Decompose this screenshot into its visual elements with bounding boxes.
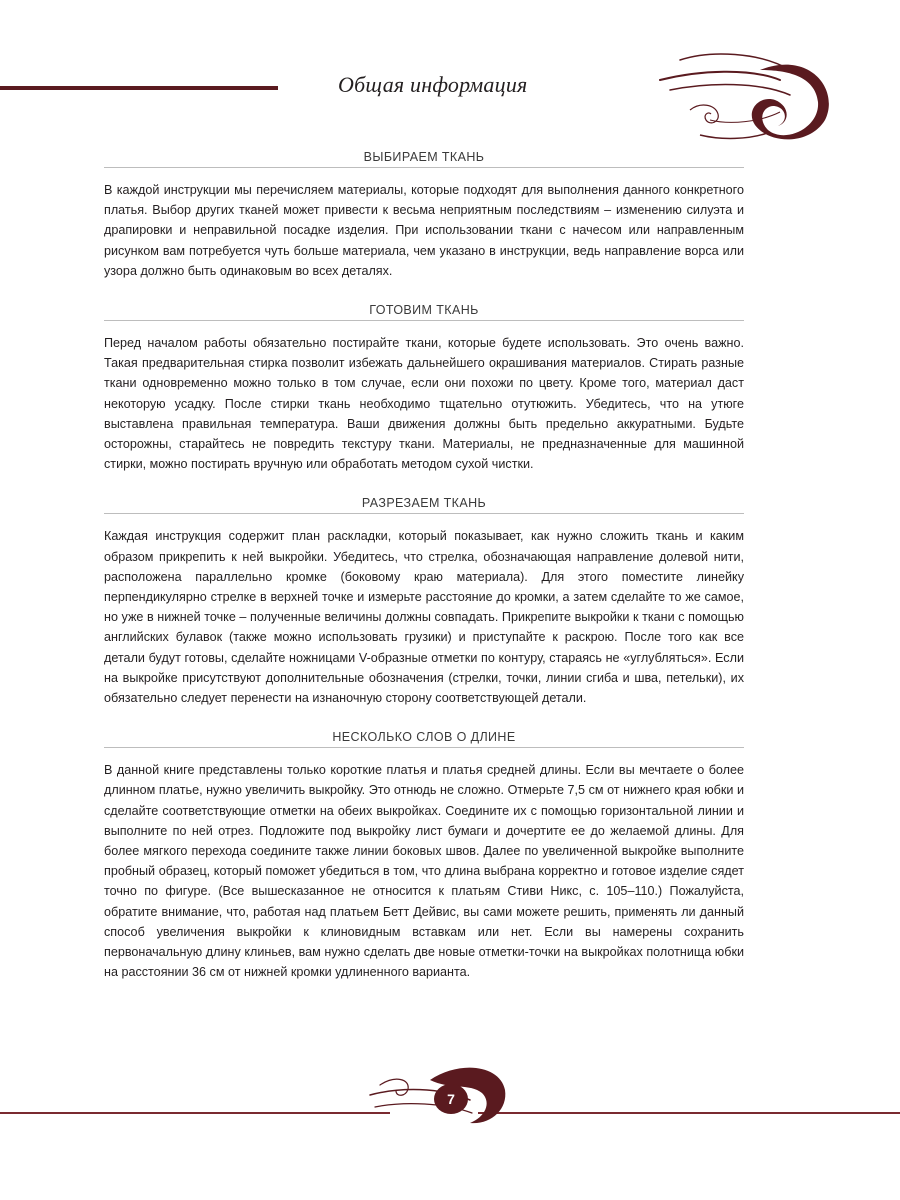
section-title: ГОТОВИМ ТКАНЬ: [104, 303, 744, 321]
header-swirl-ornament-icon: [640, 40, 840, 150]
section-title: РАЗРЕЗАЕМ ТКАНЬ: [104, 496, 744, 514]
footer-rule-right: [478, 1112, 900, 1114]
footer-rule-left: [0, 1112, 390, 1114]
section-cutting-fabric: [104, 496, 744, 708]
section-body: Каждая инструкция содержит план раскладки, который показывает, как нужно сложить ткань и каким образом прикрепить к ней выкройки. Убедитесь, что стрелка, обозначающая направление долевой нити, расположена параллельно кромке (боковому краю материала). Для этого поместите линейку перпендикулярно стрелке в верхней точке и измерьте расстояние до кромки, а затем сделайте то же самое, но уже в нижней точке – полученные величины должны совпадать. Прикрепите выкройки к ткани с помощью английских булавок (также можно использовать грузики) и приступайте к раскрою. После того как все детали будут готовы, сделайте ножницами V-образные отметки по контуру, стараясь не «углубляться». Если на выкройке присутствуют дополнительные обозначения (стрелки, точки, линии сгиба и шва, петельки), их обязательно следует перенести на изнаночную сторону соответствующей детали.: [104, 529, 744, 706]
header-rule: [0, 86, 278, 90]
section-about-length: [104, 730, 744, 982]
section-title: ВЫБИРАЕМ ТКАНЬ: [104, 150, 744, 168]
page-header-title: Общая информация: [338, 72, 528, 97]
section-preparing-fabric: [104, 303, 744, 474]
main-content: [104, 150, 744, 1005]
page-number-badge: [434, 1084, 468, 1114]
section-body: В каждой инструкции мы перечисляем материалы, которые подходят для выполнения данного конкретного платья. Выбор других тканей может привести к весьма неприятным последствиям – изменению силуэта и драпировки и неправильной посадке изделия. При использовании ткани с начесом или направленным рисунком вам потребуется чуть больше материала, чем указано в инструкции, ведь направление ворса или узора должно быть одинаковым во всех деталях.: [104, 183, 744, 278]
section-title: НЕСКОЛЬКО СЛОВ О ДЛИНЕ: [104, 730, 744, 748]
section-choosing-fabric: [104, 150, 744, 281]
page-number: 7: [447, 1091, 455, 1107]
section-body: Перед началом работы обязательно постирайте ткани, которые будете использовать. Это очень важно. Такая предварительная стирка позволит избежать дальнейшего окрашивания материалов. Стирать разные ткани одновременно можно только в том случае, если они похожи по цвету. Кроме того, материал даст некоторую усадку. После стирки ткань необходимо тщательно отутюжить. Убедитесь, что на утюге выставлена правильная температура. Ваши движения должны быть предельно аккуратными. Будьте осторожны, старайтесь не повредить текстуру ткани. Материалы, не предназначенные для машинной стирки, можно постирать вручную или обработать методом сухой чистки.: [104, 336, 744, 472]
section-body: В данной книге представлены только короткие платья и платья средней длины. Если вы мечтаете о более длинном платье, нужно увеличить выкройку. Это отнюдь не сложно. Отмерьте 7,5 см от нижнего края юбки и сделайте соответствующие отметки на обеих выкройках. Соедините их с помощью горизонтальной линии и выполните по ней отрез. Подложите под выкройку лист бумаги и дочертите ее до желаемой длины. Для более мягкого перехода соедините также линии боковых швов. Далее по увеличенной выкройке выполните пробный образец, который поможет убедиться в том, что длина выбрана корректно и готовое изделие сядет точно по фигуре. (Все вышесказанное не относится к платьям Стиви Никс, с. 105–110.) Пожалуйста, обратите внимание, что, работая над платьем Бетт Дейвис, вы сами можете решить, применять ли данный способ увеличения выкройки к клиновидным вставкам или нет. Если вы намерены сохранить первоначальную длину клиньев, вам нужно сделать две новые отметки-точки на выкройках полотнища юбки на расстоянии 36 см от нижней кромки удлиненного варианта.: [104, 763, 744, 980]
